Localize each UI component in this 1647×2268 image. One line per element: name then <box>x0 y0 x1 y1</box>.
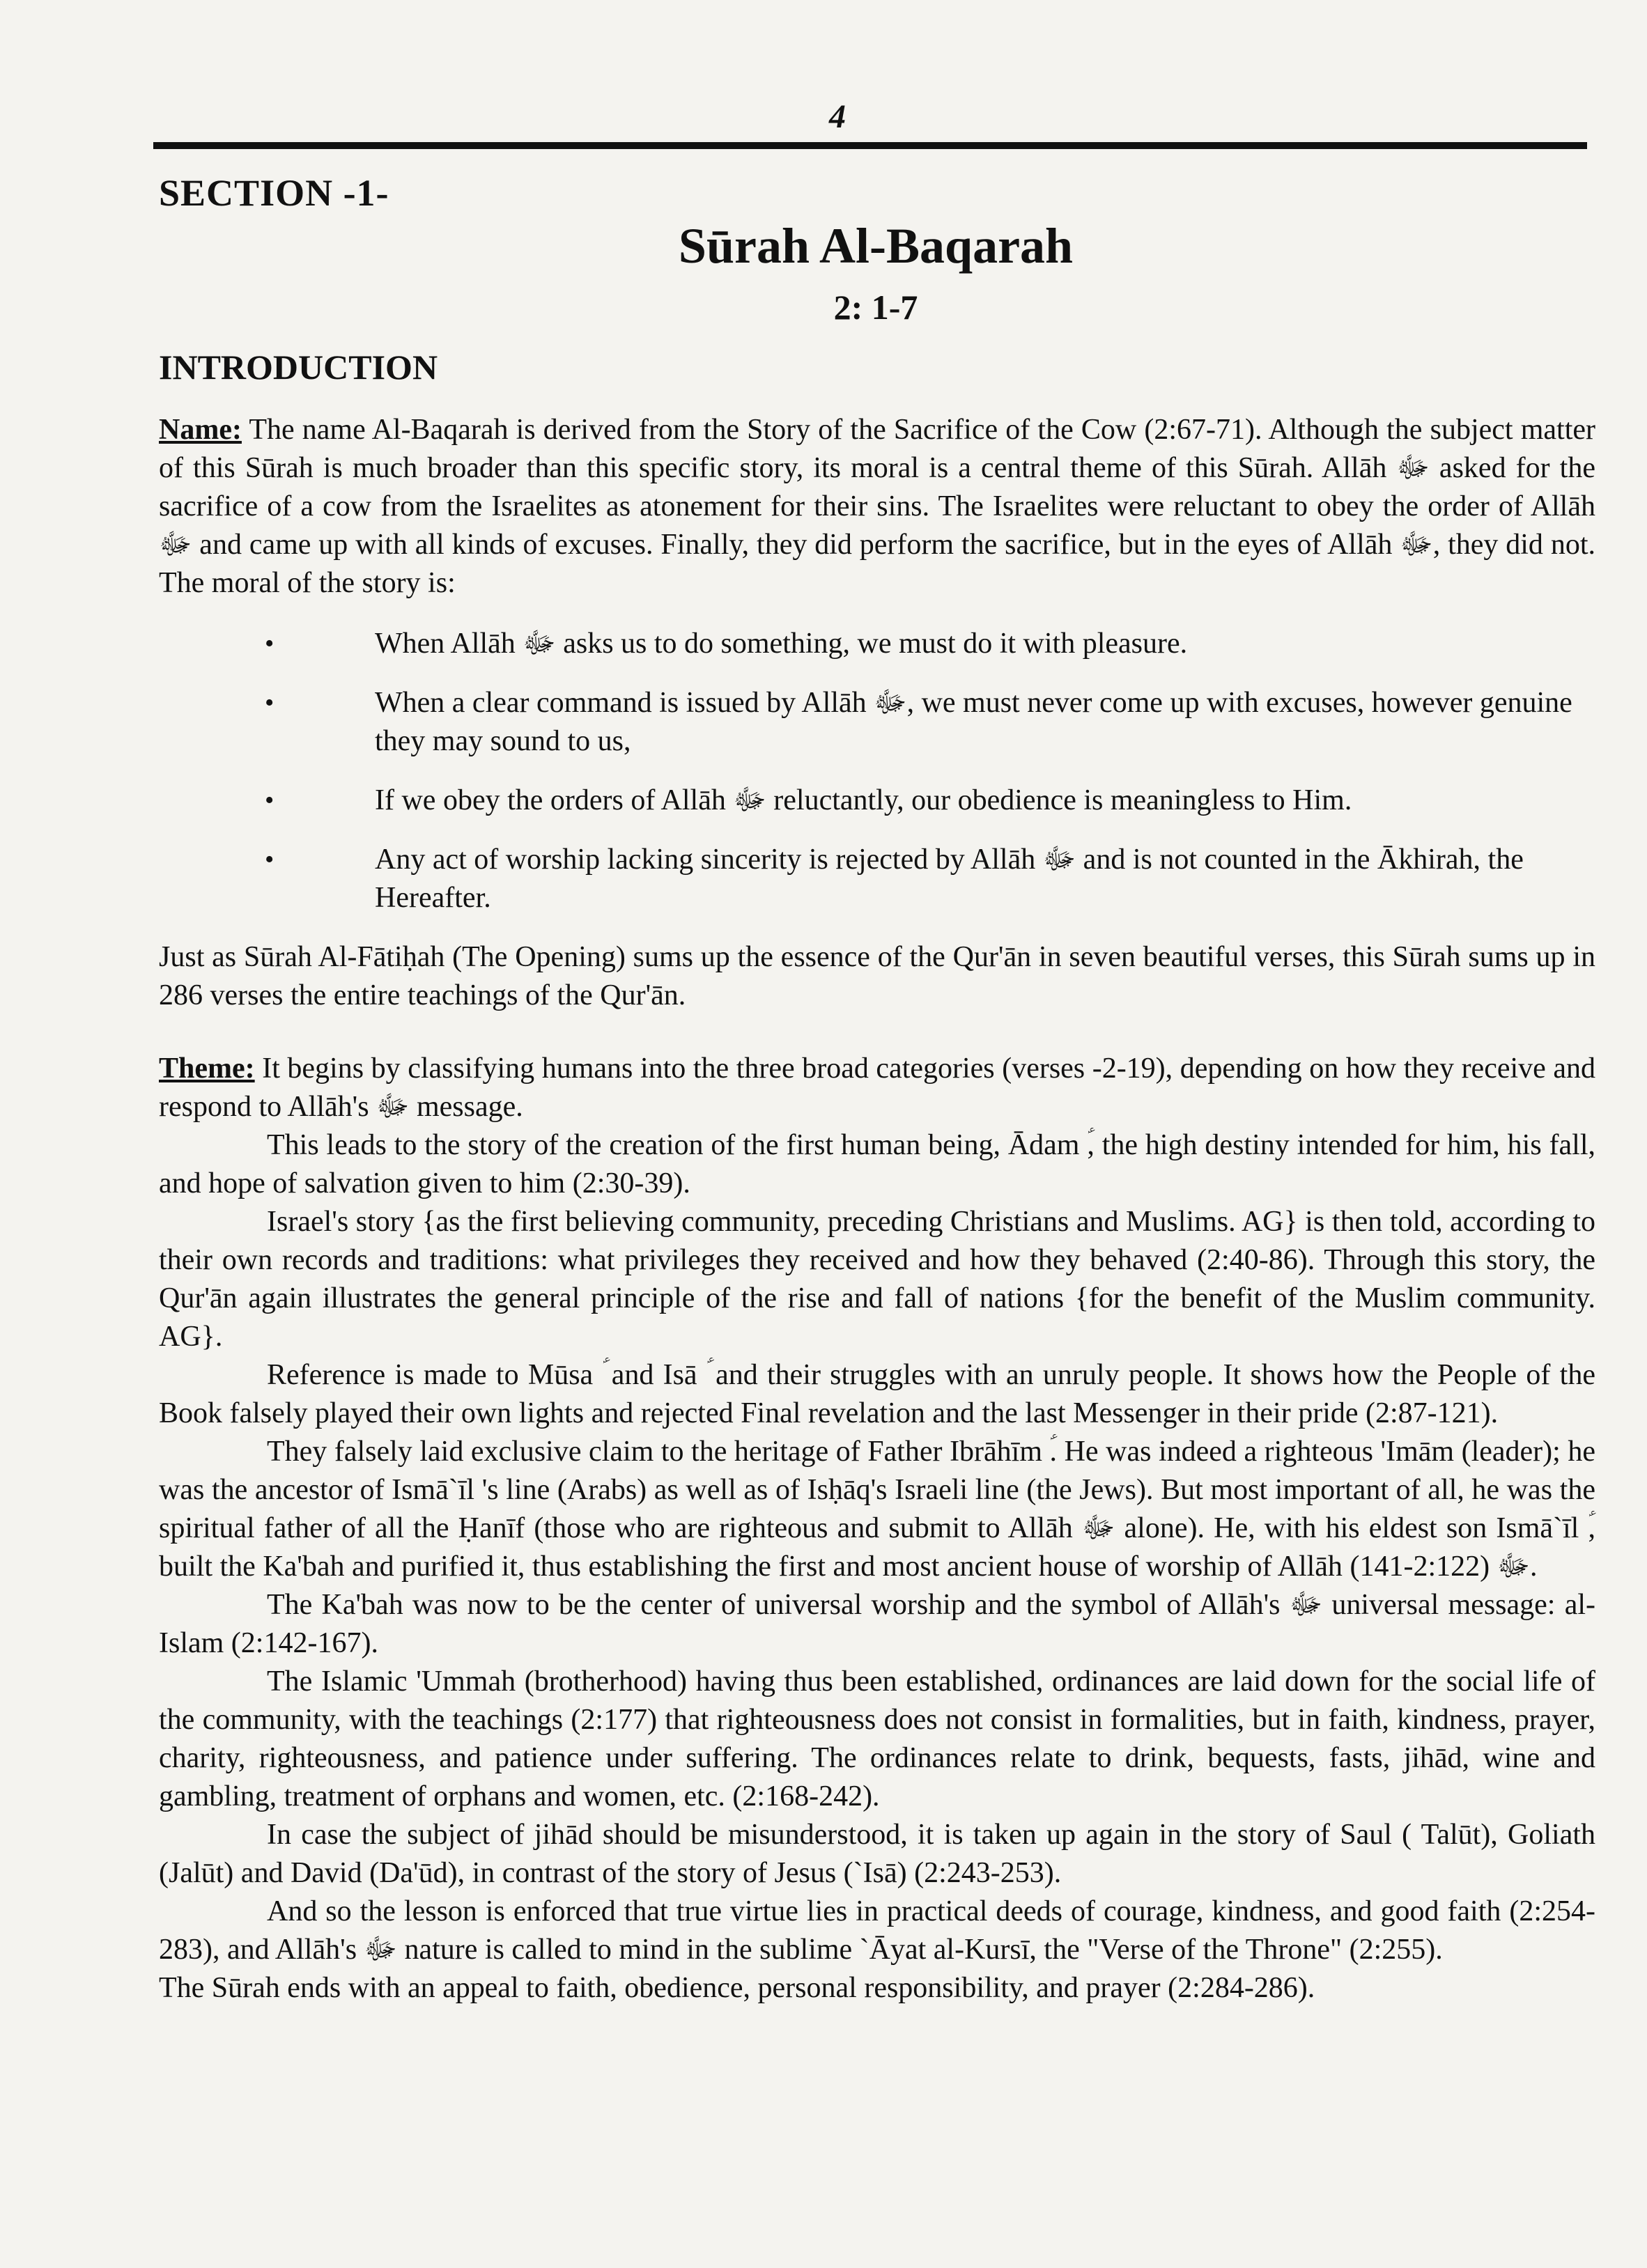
list-item: • When a clear command is issued by Allāh ﷻ, we must never come up with excuses, however genuine they may sound to us, <box>159 684 1595 761</box>
closing-paragraph: The Sūrah ends with an appeal to faith, obedience, personal responsibility, and prayer (2:284-286). <box>159 1972 1315 2004</box>
theme-text: It begins by classifying humans into the three broad categories (verses -2-19), depending on how they receive and respond to Allāh's ﷻ message. <box>159 1053 1595 1123</box>
surah-reference: 2: 1-7 <box>833 288 918 327</box>
theme-label: Theme: <box>159 1053 255 1085</box>
introduction-heading: INTRODUCTION <box>159 348 438 387</box>
name-label: Name: <box>159 414 242 446</box>
theme-paragraph-jihad: In case the subject of jihād should be misunderstood, it is taken up again in the story of Saul ( Talūt), Goliath (Jalūt) and David (Da'ūd), in contrast of the story of Jesus (`Isā) (2:243-253). <box>159 1819 1595 1889</box>
section-label: SECTION -1- <box>159 172 389 214</box>
surah-title: Sūrah Al-Baqarah <box>678 218 1074 274</box>
list-item: • When Allāh ﷻ asks us to do something, we must do it with pleasure. <box>159 625 1595 663</box>
name-paragraph <box>159 411 1595 603</box>
theme-paragraph-ummah: The Islamic 'Ummah (brotherhood) having thus been established, ordinances are laid down for the social life of the community, with the teachings (2:177) that righteousness does not consist in formalities, but in faith, kindness, prayer, charity, righteousness, and patience under suffering. The ordinances relate to drink, bequests, fasts, jihād, wine and gambling, treatment of orphans and women, etc. (2:168-242). <box>159 1665 1595 1812</box>
header-rule <box>153 142 1587 149</box>
theme-paragraph-adam: This leads to the story of the creation of the first human being, Ādam ؑ, the high destiny intended for him, his fall, and hope of salvation given to him (2:30-39). <box>159 1129 1595 1199</box>
list-item: • Any act of worship lacking sincerity is rejected by Allāh ﷻ and is not counted in the Ākhirah, the Hereafter. <box>159 841 1595 917</box>
theme-paragraph-israel: Israel's story {as the first believing community, preceding Christians and Muslims. AG} is then told, according to their own records and traditions: what privileges they received and how they behaved (2:40-86). Through this story, the Qur'ān again illustrates the general principle of the rise and fall of nations {for the benefit of the Muslim community. AG}. <box>159 1206 1595 1353</box>
theme-paragraph <box>159 1050 1595 1126</box>
page-number: 4 <box>829 98 846 135</box>
body-text <box>159 411 1595 2007</box>
theme-paragraph-virtue: And so the lesson is enforced that true virtue lies in practical deeds of courage, kindness, and good faith (2:254-283), and Allāh's ﷻ nature is called to mind in the sublime `Āyat al-Kursī, the "Verse of the Throne" (2:255). <box>159 1895 1595 1966</box>
name-text: The name Al-Baqarah is derived from the Story of the Sacrifice of the Cow (2:67-71). Although the subject matter of this Sūrah is much broader than this specific story, its moral is a central theme of this Sūrah. Allāh ﷻ asked for the sacrifice of a cow from the Israelites as atonement for their sins. The Israelites were reluctant to obey the order of Allāh ﷻ and came up with all kinds of excuses. Finally, they did perform the sacrifice, but in the eyes of Allāh ﷻ, they did not. The moral of the story is: <box>159 414 1595 599</box>
theme-paragraph-musa: Reference is made to Mūsa ؑ and Isā ؑ and their struggles with an unruly people. It shows how the People of the Book falsely played their own lights and rejected Final revelation and the last Messenger in their pride (2:87-121). <box>159 1359 1595 1429</box>
list-item: • If we obey the orders of Allāh ﷻ reluctantly, our obedience is meaningless to Him. <box>159 782 1595 820</box>
fatihah-paragraph: Just as Sūrah Al-Fātiḥah (The Opening) sums up the essence of the Qur'ān in seven beautiful verses, this Sūrah sums up in 286 verses the entire teachings of the Qur'ān. <box>159 941 1595 1011</box>
moral-list <box>159 625 1595 917</box>
theme-paragraph-kabah: The Ka'bah was now to be the center of universal worship and the symbol of Allāh's ﷻ universal message: al-Islam (2:142-167). <box>159 1589 1595 1659</box>
theme-paragraph-ibrahim: They falsely laid exclusive claim to the heritage of Father Ibrāhīm ؑ. He was indeed a righteous 'Imām (leader); he was the ancestor of Ismā`īl 's line (Arabs) as well as of Isḥāq's Israeli line (the Jews). But most important of all, he was the spiritual father of all the Ḥanīf (those who are righteous and submit to Allāh ﷻ alone). He, with his eldest son Ismā`īl ؑ, built the Ka'bah and purified it, thus establishing the first and most ancient house of worship of Allāh ﷻ (2:122-141). <box>159 1436 1596 1583</box>
